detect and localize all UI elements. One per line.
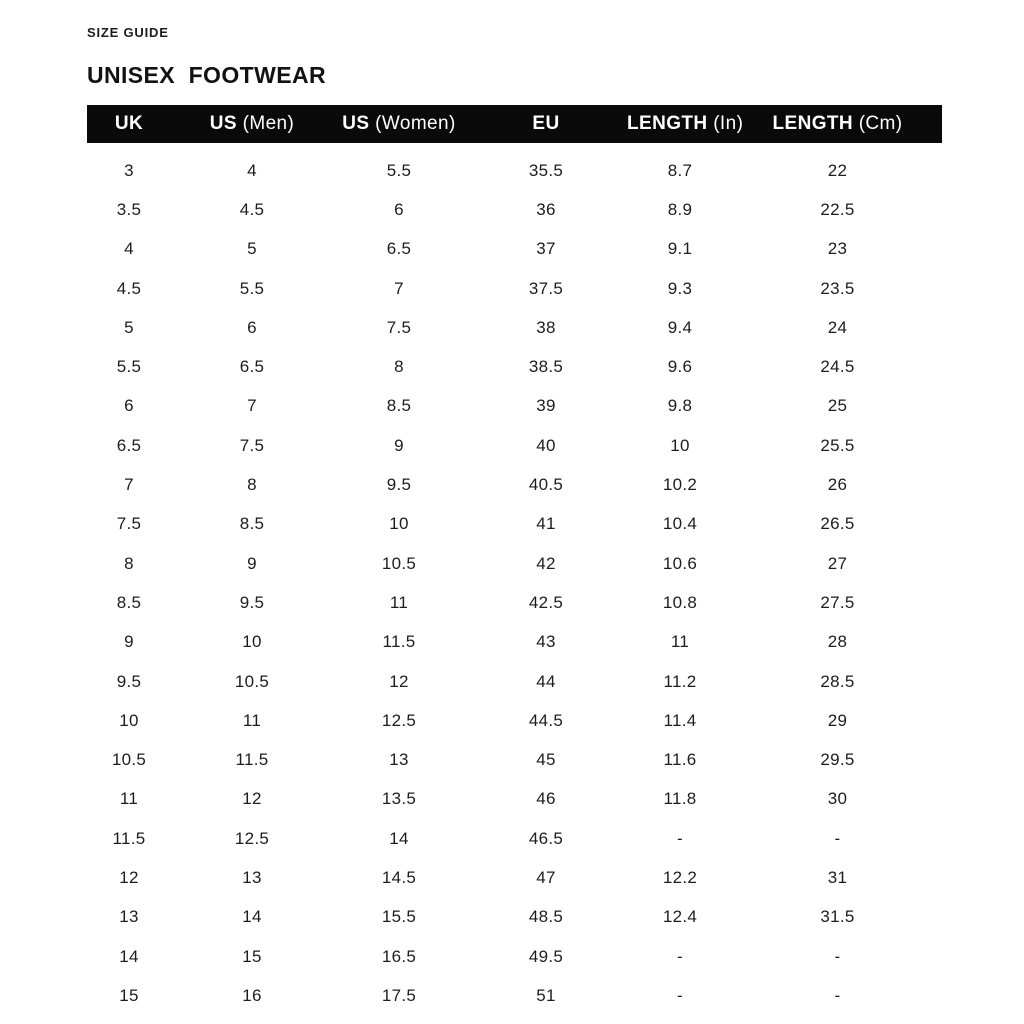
size-cell-us-women: 11.5 <box>382 632 416 652</box>
size-cell-us-women: 14 <box>389 828 409 848</box>
size-cell-uk: 13 <box>119 907 139 927</box>
table-row <box>87 230 942 269</box>
column-header-eu: EU <box>532 113 560 134</box>
table-row <box>87 387 942 426</box>
size-cell-length-cm: 25.5 <box>820 435 855 455</box>
size-cell-length-cm: 24.5 <box>820 357 855 377</box>
size-cell-us-men: 5 <box>247 239 257 259</box>
size-cell-length-cm: - <box>834 985 841 1005</box>
size-cell-eu: 38.5 <box>528 357 564 377</box>
size-cell-us-men: 11 <box>242 710 262 730</box>
size-cell-eu: 40.5 <box>528 475 564 495</box>
column-header-length-cm: LENGTH (Cm) <box>772 113 903 134</box>
size-cell-length-cm: 29 <box>827 710 848 730</box>
size-cell-us-men: 8 <box>247 475 257 495</box>
size-cell-us-women: 16.5 <box>381 946 417 966</box>
size-cell-length-cm: 23.5 <box>820 278 855 298</box>
table-row <box>87 583 942 622</box>
size-cell-uk: 8.5 <box>116 592 142 612</box>
size-cell-length-in: 9.1 <box>667 239 693 259</box>
size-cell-length-in: 11.2 <box>663 671 697 691</box>
size-cell-uk: 14 <box>119 946 139 966</box>
size-cell-us-men: 12.5 <box>234 828 270 848</box>
size-cell-us-men: 5.5 <box>239 278 265 298</box>
size-cell-us-men: 10 <box>242 632 262 652</box>
size-cell-us-men: 6 <box>247 317 257 337</box>
size-cell-eu: 42.5 <box>528 592 564 612</box>
size-cell-us-women: 13 <box>389 750 409 770</box>
size-cell-uk: 6.5 <box>116 435 142 455</box>
size-cell-uk: 4 <box>124 239 134 259</box>
size-cell-us-women: 9 <box>394 435 404 455</box>
table-row <box>87 623 942 662</box>
table-row <box>87 190 942 229</box>
size-cell-us-men: 13 <box>242 867 262 887</box>
size-cell-eu: 36 <box>536 199 556 219</box>
table-row <box>87 465 942 504</box>
size-cell-eu: 46.5 <box>528 828 564 848</box>
size-cell-length-in: 11.8 <box>663 789 697 809</box>
size-cell-length-in: 10.8 <box>662 592 698 612</box>
size-cell-us-men: 12 <box>242 789 262 809</box>
size-cell-length-in: 9.8 <box>667 396 693 416</box>
size-cell-uk: 10 <box>119 710 139 730</box>
table-row <box>87 898 942 937</box>
column-header-length-in: LENGTH (In) <box>627 113 744 134</box>
size-cell-length-in: - <box>677 985 683 1005</box>
size-cell-us-men: 15 <box>242 946 262 966</box>
size-cell-us-women: 6.5 <box>386 239 412 259</box>
column-header-us-men: US (Men) <box>209 113 295 134</box>
size-cell-uk: 11 <box>119 789 139 809</box>
size-cell-us-men: 7.5 <box>239 435 265 455</box>
size-cell-eu: 39 <box>536 396 556 416</box>
size-cell-length-cm: 28 <box>827 632 848 652</box>
size-cell-us-women: 10 <box>389 514 409 534</box>
table-row <box>87 662 942 701</box>
page-title: UNISEX FOOTWEAR <box>87 62 326 88</box>
size-cell-length-cm: 26.5 <box>820 514 855 534</box>
size-cell-length-in: 11.4 <box>663 710 697 730</box>
size-cell-us-men: 9 <box>247 553 257 573</box>
size-cell-eu: 40 <box>536 435 556 455</box>
size-cell-eu: 37 <box>536 239 556 259</box>
size-cell-length-in: 10 <box>670 435 690 455</box>
size-cell-eu: 49.5 <box>528 946 564 966</box>
size-cell-length-cm: 29.5 <box>820 750 855 770</box>
size-cell-us-women: 9.5 <box>386 475 412 495</box>
size-cell-eu: 51 <box>536 985 556 1005</box>
size-cell-length-in: - <box>677 828 683 848</box>
size-cell-uk: 5 <box>124 317 134 337</box>
size-cell-uk: 3 <box>124 160 134 180</box>
size-cell-eu: 44.5 <box>528 710 564 730</box>
size-cell-length-in: 9.3 <box>667 278 693 298</box>
table-row <box>87 858 942 897</box>
table-row <box>87 347 942 386</box>
size-cell-length-in: 8.7 <box>667 160 693 180</box>
size-guide-label: SIZE GUIDE <box>87 25 169 40</box>
size-cell-us-men: 4.5 <box>239 199 265 219</box>
size-cell-us-women: 11 <box>389 592 409 612</box>
size-cell-eu: 47 <box>536 867 556 887</box>
column-header-us-women: US (Women) <box>342 113 456 134</box>
size-cell-length-cm: 31 <box>827 867 848 887</box>
size-cell-length-in: 10.6 <box>662 553 698 573</box>
size-cell-uk: 11.5 <box>112 828 146 848</box>
size-cell-length-in: 8.9 <box>667 199 693 219</box>
size-cell-uk: 4.5 <box>116 278 142 298</box>
size-cell-length-cm: 31.5 <box>820 907 855 927</box>
size-cell-uk: 7 <box>124 475 134 495</box>
size-cell-length-in: - <box>677 946 683 966</box>
size-cell-us-men: 6.5 <box>239 357 265 377</box>
size-cell-uk: 8 <box>124 553 134 573</box>
size-cell-us-women: 13.5 <box>381 789 417 809</box>
table-row <box>87 937 942 976</box>
size-cell-us-women: 6 <box>394 199 404 219</box>
size-cell-uk: 9.5 <box>116 671 142 691</box>
size-cell-eu: 45 <box>536 750 556 770</box>
size-cell-length-in: 12.4 <box>662 907 698 927</box>
size-cell-us-women: 12 <box>389 671 409 691</box>
size-cell-us-men: 4 <box>247 160 257 180</box>
size-cell-eu: 42 <box>536 553 556 573</box>
size-cell-us-men: 11.5 <box>235 750 269 770</box>
size-cell-eu: 35.5 <box>528 160 564 180</box>
size-cell-length-cm: 28.5 <box>820 671 855 691</box>
size-cell-eu: 46 <box>536 789 556 809</box>
size-cell-us-men: 10.5 <box>234 671 270 691</box>
size-cell-eu: 43 <box>536 632 556 652</box>
size-cell-us-women: 8 <box>394 357 404 377</box>
size-cell-length-cm: - <box>834 828 841 848</box>
table-row <box>87 740 942 779</box>
size-cell-uk: 9 <box>124 632 134 652</box>
size-cell-length-in: 11.6 <box>663 750 697 770</box>
size-cell-length-cm: 23 <box>827 239 848 259</box>
table-header-row <box>87 105 942 143</box>
size-cell-length-cm: 26 <box>827 475 848 495</box>
size-cell-length-in: 9.6 <box>667 357 693 377</box>
size-cell-us-women: 10.5 <box>381 553 417 573</box>
size-cell-eu: 48.5 <box>528 907 564 927</box>
size-cell-length-in: 11 <box>670 632 690 652</box>
size-cell-length-in: 12.2 <box>662 867 698 887</box>
size-cell-us-women: 8.5 <box>386 396 412 416</box>
size-cell-length-cm: - <box>834 946 841 966</box>
table-row <box>87 780 942 819</box>
table-row <box>87 151 942 190</box>
size-cell-uk: 3.5 <box>116 199 142 219</box>
size-cell-us-women: 17.5 <box>381 985 417 1005</box>
size-cell-uk: 15 <box>119 985 139 1005</box>
size-cell-length-in: 10.4 <box>662 514 698 534</box>
size-cell-uk: 7.5 <box>116 514 142 534</box>
size-cell-us-men: 14 <box>242 907 262 927</box>
size-cell-us-women: 7 <box>394 278 404 298</box>
size-cell-uk: 5.5 <box>116 357 142 377</box>
size-cell-length-in: 10.2 <box>662 475 698 495</box>
size-cell-uk: 6 <box>124 396 134 416</box>
size-cell-us-women: 7.5 <box>386 317 412 337</box>
size-cell-uk: 10.5 <box>111 750 147 770</box>
size-cell-length-cm: 22 <box>827 160 848 180</box>
size-cell-length-cm: 25 <box>827 396 848 416</box>
size-cell-us-men: 8.5 <box>239 514 265 534</box>
size-cell-uk: 12 <box>119 867 139 887</box>
table-row <box>87 976 942 1015</box>
table-row <box>87 269 942 308</box>
size-cell-us-women: 5.5 <box>386 160 412 180</box>
table-row <box>87 544 942 583</box>
size-cell-length-cm: 27.5 <box>820 592 855 612</box>
table-row <box>87 819 942 858</box>
size-cell-us-men: 9.5 <box>239 592 265 612</box>
size-cell-length-cm: 22.5 <box>820 199 855 219</box>
size-table <box>87 105 942 1016</box>
size-cell-us-women: 12.5 <box>381 710 417 730</box>
size-cell-eu: 38 <box>536 317 556 337</box>
size-cell-eu: 44 <box>536 671 556 691</box>
table-row <box>87 505 942 544</box>
size-cell-eu: 37.5 <box>528 278 564 298</box>
table-row <box>87 701 942 740</box>
size-cell-length-cm: 24 <box>827 317 848 337</box>
size-cell-us-men: 7 <box>247 396 257 416</box>
size-cell-length-in: 9.4 <box>667 317 693 337</box>
table-row <box>87 426 942 465</box>
size-cell-length-cm: 30 <box>827 789 848 809</box>
size-cell-us-women: 14.5 <box>381 867 417 887</box>
size-cell-us-men: 16 <box>242 985 262 1005</box>
size-cell-us-women: 15.5 <box>381 907 417 927</box>
size-cell-length-cm: 27 <box>827 553 848 573</box>
table-row <box>87 308 942 347</box>
column-header-uk: UK <box>114 113 144 134</box>
size-cell-eu: 41 <box>536 514 556 534</box>
